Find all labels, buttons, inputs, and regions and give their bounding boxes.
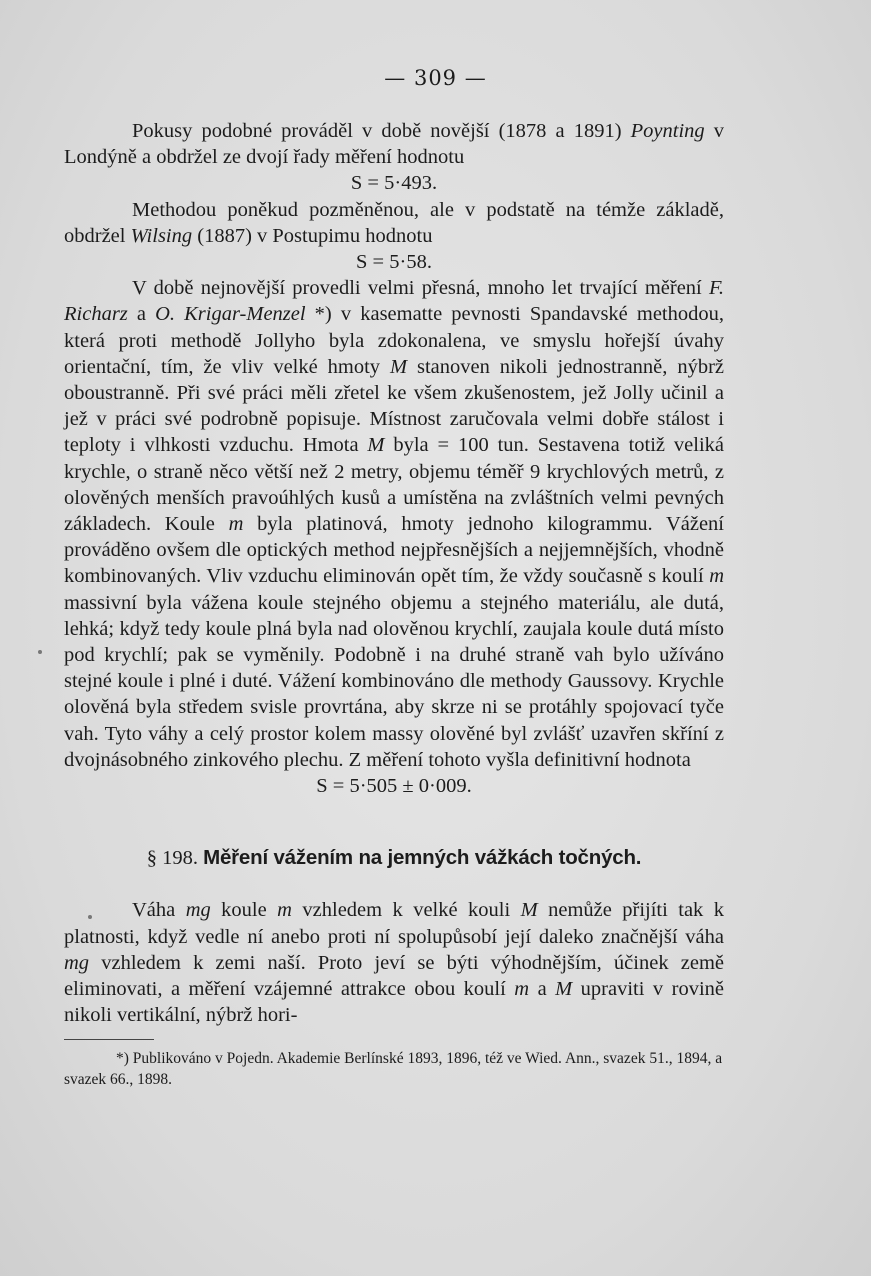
text-run: a xyxy=(529,978,556,1001)
equation-3: S = 5·505 ± 0·009. xyxy=(316,775,472,798)
author-name: F. Richarz xyxy=(64,277,724,326)
page-number: — 309 — xyxy=(384,66,487,90)
author-name: O. Krigar-Menzel xyxy=(155,303,306,326)
text-run: a xyxy=(127,303,156,326)
symbol: M xyxy=(520,899,538,922)
equation-2: S = 5·58. xyxy=(356,251,432,274)
symbol: m xyxy=(228,513,244,536)
text-run: *) v kasematte pevnosti Spandavské methodou, která proti methodě Jollyho byla zdokonalena, ve smyslu hořejší úvahy orientační, tím, že vliv velké hmoty xyxy=(64,303,724,378)
paper-speck xyxy=(38,650,42,654)
symbol: m xyxy=(277,899,292,922)
text-run: massivní byla vážena koule stejného objemu a stejného materiálu, ale dutá, lehká; když tedy koule plná byla nad olověnou krychlí, zaujala koule dutá místo pod krychlí; pak se vyměnily. Podobně i na druhé straně vah bylo užíváno stejné koule i plné i duté. Vážení kombinováno dle methody Gaussovy. Krychle olověná byla středem svisle provrtána, aby skrze ni se protáhly spojovací tyče vah. Tyto váhy a celý prostor kolem massy olověné byl zvlášť uzavřen skříní z dvojnásobného zinkového plechu. Z měření tohoto vyšla definitivní hodnota xyxy=(64,591,724,771)
paragraph-3 xyxy=(64,275,724,773)
text-run: Váha xyxy=(132,899,186,922)
symbol: m xyxy=(514,978,530,1001)
text-run: vzhledem k zemi naší. Proto jeví se býti výhodnějším, účinek země eliminovati, a měření vzájemné attrakce obou koulí xyxy=(64,951,724,1001)
text-run: (1887) v Postupimu hodnotu xyxy=(192,224,433,247)
text-run: stanoven nikoli jednostranně, nýbrž oboustranně. Při své práci měli zřetel ke všem zkušenostem, jež Jolly učinil a jež v práci své podrobně popisuje. Místnost zaručovala velmi dobře stálost i teploty i vlhkosti vzduchu. Hmota xyxy=(64,355,724,457)
text-run: byla platinová, hmoty jednoho kilogrammu. Vážení prováděno ovšem dle optických method nejpřesnějších a nejjemnějších, vhodně kombinovaných. Vliv vzduchu eliminován opět tím, že vždy současně s koulí xyxy=(64,513,724,588)
text-run: nemůže přijíti tak k platnosti, když vedle ní anebo proti ní spolupůsobí její daleko značnější váha xyxy=(64,899,724,948)
author-name: Wilsing xyxy=(130,224,193,247)
text-run: Methodou poněkud pozměněnou, ale v podstatě na témže základě, obdržel xyxy=(64,198,724,247)
paragraph-4 xyxy=(64,897,724,1028)
symbol: m xyxy=(709,565,724,588)
text-run: upraviti v rovině nikoli vertikální, nýbrž hori- xyxy=(64,978,724,1027)
paragraph-2 xyxy=(64,197,724,249)
text-run: Pokusy podobné prováděl v době novější (1878 a 1891) xyxy=(132,120,631,142)
author-name: Poynting xyxy=(630,120,705,142)
section-title: Měření vážením na jemných vážkách točných. xyxy=(203,846,642,870)
symbol: M xyxy=(389,355,408,378)
paragraph-1 xyxy=(64,118,724,170)
symbol: mg xyxy=(185,899,211,922)
text-run: v Londýně a obdržel ze dvojí řady měření hodnotu xyxy=(64,120,724,169)
text-run: V době nejnovější provedli velmi přesná, mnoho let trvající měření xyxy=(132,277,709,300)
footnote-divider xyxy=(64,1039,154,1040)
text-run: koule xyxy=(210,899,278,922)
symbol: mg xyxy=(64,951,90,974)
paper-speck xyxy=(88,915,92,919)
text-run: vzhledem k velké kouli xyxy=(291,899,521,922)
symbol: M xyxy=(367,434,385,457)
section-heading xyxy=(64,845,724,871)
page-body xyxy=(64,118,724,1090)
symbol: M xyxy=(555,978,573,1001)
section-number: § 198. xyxy=(146,847,198,870)
text-run: byla = 100 tun. Sestavena totiž veliká krychle, o straně něco větší než 2 metry, objemu téměř 9 krychlových metrů, z olověných menších pravoúhlých kusů a umístěna na zvláštních velmi pevných základech. Koule xyxy=(64,434,724,536)
footnote: *) Publikováno v Pojedn. Akademie Berlínské 1893, 1896, též ve Wied. Ann., svazek 51., 1894, a svazek 66., 1898. xyxy=(64,1049,723,1088)
equation-1: S = 5·493. xyxy=(350,172,438,195)
